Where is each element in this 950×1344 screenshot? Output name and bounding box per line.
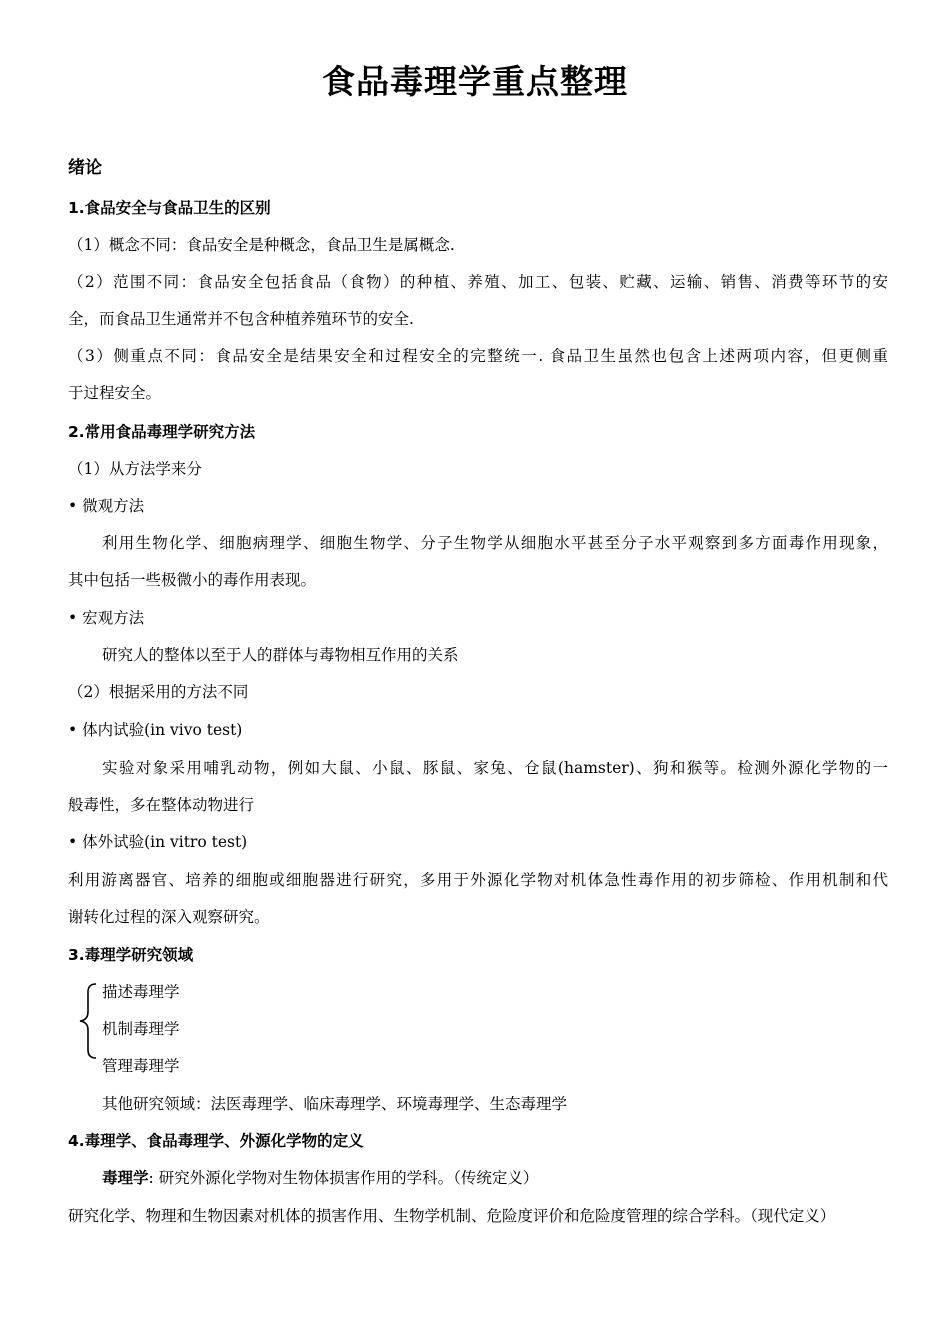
q3-other-fields: 其他研究领域：法医毒理学、临床毒理学、环境毒理学、生态毒理学: [102, 1095, 568, 1113]
q2-sub-2: （2）根据采用的方法不同: [68, 683, 249, 701]
section-heading: 绪论: [68, 158, 102, 178]
q1-point-2-line-2: 全，而食品卫生通常并不包含种植养殖环节的安全.: [68, 310, 414, 328]
in-vitro-label: • 体外试验(in vitro test): [68, 833, 248, 851]
micro-method-text-line-1: 利用生物化学、细胞病理学、细胞生物学、分子生物学从细胞水平甚至分子水平观察到多方面毒作用现象，: [102, 534, 888, 552]
definition-traditional-text: : 研究外源化学物对生物体损害作用的学科。（传统定义）: [148, 1169, 539, 1187]
q3-heading: 3.毒理学研究领域: [68, 946, 194, 964]
q4-definition-modern: 研究化学、物理和生物因素对机体的损害作用、生物学机制、危险度评价和危险度管理的综合学科。（现代定义）: [68, 1207, 836, 1225]
q1-heading: 1.食品安全与食品卫生的区别: [68, 199, 271, 217]
q4-heading: 4.毒理学、食品毒理学、外源化学物的定义: [68, 1132, 364, 1150]
macro-method-label: • 宏观方法: [68, 609, 145, 627]
field-item-descriptive: 描述毒理学: [102, 983, 180, 1001]
in-vivo-text-line-2: 般毒性，多在整体动物进行: [68, 796, 255, 814]
q4-definition-traditional: [102, 1168, 888, 1188]
q2-heading: 2.常用食品毒理学研究方法: [68, 423, 256, 441]
field-item-mechanistic: 机制毒理学: [102, 1020, 180, 1038]
in-vivo-text-line-1: 实验对象采用哺乳动物，例如大鼠、小鼠、豚鼠、家兔、仓鼠(hamster)、狗和猴等。检测外源化学物的一: [102, 759, 888, 777]
micro-method-label: • 微观方法: [68, 497, 145, 515]
q2-sub-1: （1）从方法学来分: [68, 460, 202, 478]
micro-method-text-line-2: 其中包括一些极微小的毒作用表现。: [68, 571, 317, 589]
curly-brace-icon: [76, 982, 98, 1060]
macro-method-text: 研究人的整体以至于人的群体与毒物相互作用的关系: [102, 646, 459, 664]
in-vitro-text-line-2: 谢转化过程的深入观察研究。: [68, 908, 270, 926]
in-vivo-label: • 体内试验(in vivo test): [68, 721, 243, 739]
term-toxicology: 毒理学: [102, 1169, 149, 1187]
field-item-regulatory: 管理毒理学: [102, 1057, 180, 1075]
q1-point-3-line-2: 于过程安全。: [68, 384, 162, 402]
q1-point-2-line-1: （2）范围不同：食品安全包括食品（食物）的种植、养殖、加工、包装、贮藏、运输、销售、消费等环节的安: [68, 273, 888, 291]
q1-point-3-line-1: （3）侧重点不同：食品安全是结果安全和过程安全的完整统一. 食品卫生虽然也包含上述两项内容，但更侧重: [68, 347, 888, 365]
in-vitro-text-line-1: 利用游离器官、培养的细胞或细胞器进行研究，多用于外源化学物对机体急性毒作用的初步筛检、作用机制和代: [68, 871, 888, 889]
document-title: 食品毒理学重点整理: [322, 62, 628, 101]
q1-point-1: （1）概念不同：食品安全是种概念，食品卫生是属概念.: [68, 236, 455, 254]
